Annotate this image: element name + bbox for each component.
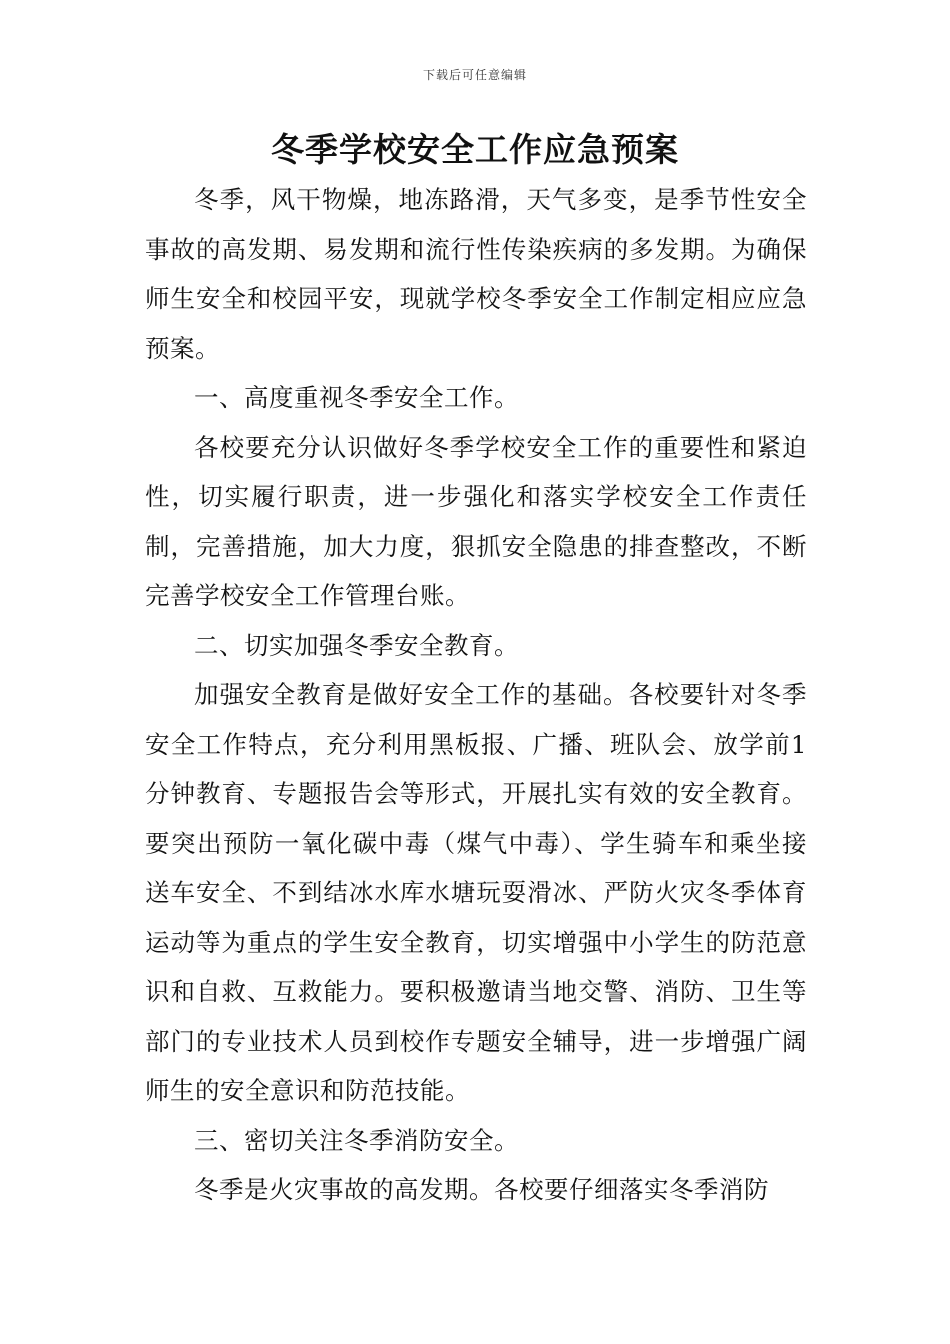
section-1-paragraph: 各校要充分认识做好冬季学校安全工作的重要性和紧迫性，切实履行职责，进一步强化和落实学校安全工作责任制，完善措施，加大力度，狠抓安全隐患的排查整改，不断完善学校安全工作管理台账。: [145, 432, 807, 610]
section-heading-2: 二、切实加强冬季安全教育。: [194, 630, 519, 660]
section-heading-3: 三、密切关注冬季消防安全。: [194, 1125, 519, 1155]
document-title: 冬季学校安全工作应急预案: [271, 130, 679, 169]
header-note: 下载后可任意编辑: [422, 68, 527, 82]
document-body: [145, 175, 807, 1215]
section-3-paragraph: 冬季是火灾事故的高发期。各校要仔细落实冬季消防: [194, 1175, 769, 1204]
section-2-paragraph: 加强安全教育是做好安全工作的基础。各校要针对冬季安全工作特点，充分利用黑板报、广播、班队会、放学前1分钟教育、专题报告会等形式，开展扎实有效的安全教育。要突出预防一氧化碳中毒（煤气中毒）、学生骑车和乘坐接送车安全、不到结冰水库水塘玩耍滑冰、严防火灾冬季体育运动等为重点的学生安全教育，切实增强中小学生的防范意识和自救、互救能力。要积极邀请当地交警、消防、卫生等部门的专业技术人员到校作专题安全辅导，进一步增强广阔师生的安全意识和防范技能。: [145, 680, 807, 1105]
intro-paragraph: 冬季，风干物燥，地冻路滑，天气多变，是季节性安全事故的高发期、易发期和流行性传染疾病的多发期。为确保师生安全和校园平安，现就学校冬季安全工作制定相应应急预案。: [145, 185, 807, 363]
section-heading-1: 一、高度重视冬季安全工作。: [194, 383, 519, 412]
